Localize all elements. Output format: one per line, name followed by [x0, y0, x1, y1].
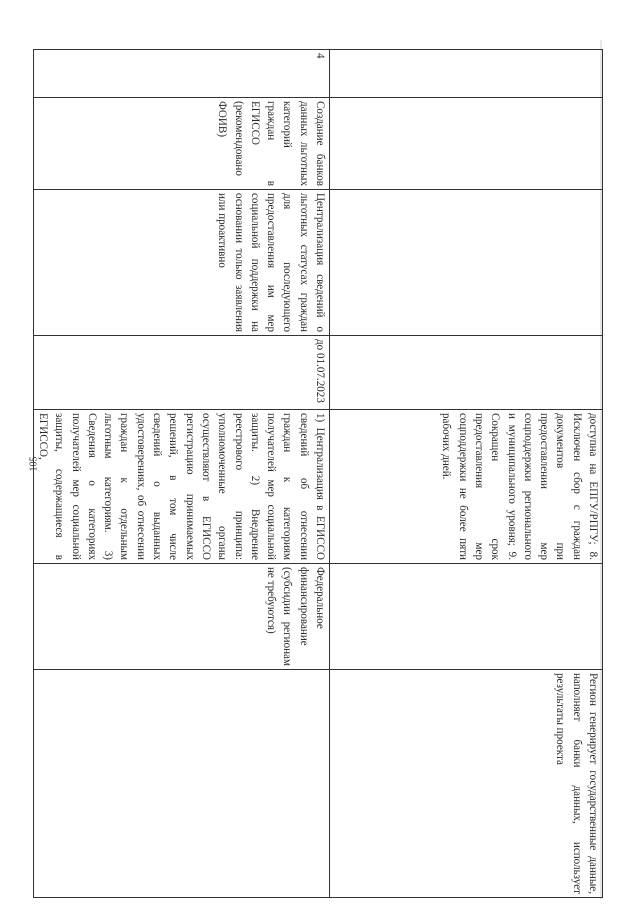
document-table [33, 49, 603, 898]
table-row-continuation [330, 50, 603, 898]
cell-financing [330, 564, 603, 670]
cell-deadline: до 01.07.2023 [33, 336, 329, 410]
cell-number [330, 50, 603, 98]
cell-goal: Централизация сведений о льготных статусах граждан для последующего предоставления им мер социальной поддержки на основании только заявления или проактивно [33, 190, 329, 336]
cell-deadline [330, 336, 603, 410]
cell-region-role [33, 670, 329, 898]
cell-number: 4 [33, 50, 329, 98]
cell-measure [330, 98, 603, 190]
cell-region-role: Регион генерирует государственные данные, наполняет банки данных, использует результаты проекта [330, 670, 603, 898]
cell-description: доступна на ЕПГУ/РПГУ; 8. Исключен сбор с граждан документов при предоставлении мер соцподдержки регионального и муниципального уровня; 9. Сокращен срок предоставления мер соцподдержки не более пяти рабочих дней. [330, 410, 603, 564]
cell-goal [330, 190, 603, 336]
cell-financing: Федеральное финансирование (субсидии регионам не требуются) [33, 564, 329, 670]
cell-description: 1) Централизация в ЕГИССО сведений об отнесении граждан к категориям получателей мер социальной защиты. 2) Внедрение реестрового принципа: уполномоченные органы осуществляют в ЕГИССО регистрацию принимаемых решений, в том числе сведений о выданных удостоверениях, об отнесении граждан к отдельным льготным категориям. 3) Сведения о категориях получателей мер социальной защиты, содержащиеся в ЕГИССО, [33, 410, 329, 564]
cell-measure: Создание банков данных льготных категорий граждан в ЕГИССО (рекомендовано ФОИВ) [33, 98, 329, 190]
page-number: 105 [28, 456, 40, 472]
table-row-4 [33, 50, 329, 898]
rotated-table-container [36, 49, 603, 897]
